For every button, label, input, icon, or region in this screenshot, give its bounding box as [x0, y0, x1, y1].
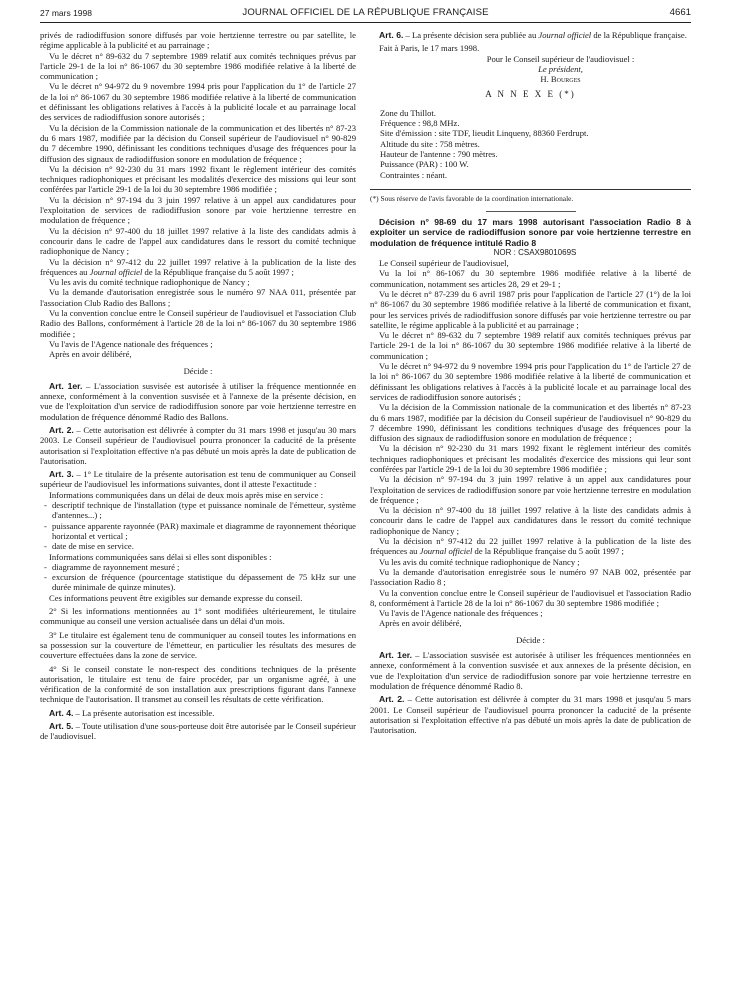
paragraph: Vu le décret n° 94-972 du 9 novembre 1994 pris pour l'application du 1° de l'article 27 de la loi n° 86-1067 du 30 septembre 1986 modifiée relative à la liberté de communication et définissant les obligations relatives à l'accès à la publicité locale et au parrainage local des services de radiodiffusion sonore autorisés ;	[370, 361, 691, 402]
journal-officiel-italic: Journal officiel	[89, 266, 143, 277]
paragraph: Vu la convention conclue entre le Conseil supérieur de l'audiovisuel et l'association Radio 8, conformément à l'article 28 de la loi n° 86-1067 du 30 septembre 1986 modifiée ;	[370, 587, 691, 608]
article-label: Art. 4.	[49, 707, 74, 718]
article-text: – Cette autorisation est délivrée à compter du 31 mars 1998 et jusqu'au 30 mars 2003. Le Conseil supérieur de l'audiovisuel pourra prononcer la caducité de la présente autorisation si l'exploitation effective n'a pas débuté un mois après la date de publication de l'autorisation.	[40, 424, 356, 466]
paragraph: Vu le décret n° 89-632 du 7 septembre 1989 relatif aux comités techniques prévus par l'article 29-1 de la loi n° 86-1067 du 30 septembre 1986 modifiée relative à la liberté de communication ;	[40, 50, 356, 82]
header-page-number: 4661	[669, 7, 691, 18]
paragraph: Vu l'avis de l'Agence nationale des fréquences ;	[379, 608, 543, 619]
decide-heading: Décide :	[516, 634, 545, 645]
fait-a-paris: Fait à Paris, le 17 mars 1998.	[379, 43, 480, 54]
paragraph: Vu le décret n° 94-972 du 9 novembre 1994 pris pour l'application du 1° de l'article 27 de la loi n° 86-1067 du 30 septembre 1986 modifiée relative à la liberté de communication et définissant les obligations relatives à l'accès à la publicité locale et au parrainage local des services de radiodiffusion sonore autorisés ;	[40, 81, 356, 123]
text-span: Vu la décision n° 97-412 du 22 juillet 1997 relative à la publication de la liste des fréquences au	[40, 256, 356, 277]
page-header	[40, 0, 691, 24]
header-rule	[40, 22, 691, 23]
paragraph: Vu la demande d'autorisation enregistrée sous le numéro 97 NAB 002, présentée par l'association Radio 8 ;	[370, 566, 691, 588]
paragraph: Vu la demande d'autorisation enregistrée sous le numéro 97 NAA 011, présentée par l'association Club Radio des Ballons ;	[40, 287, 356, 308]
article-text: – La présente décision sera publiée au	[403, 30, 539, 40]
paragraph	[370, 536, 691, 557]
paragraph: Vu la décision de la Commission nationale de la communication et des libertés n° 87-23 du 6 mars 1987, modifiée par la décision du Conseil supérieur de l'audiovisuel n° 90-829 du 7 décembre 1990, définissant les conditions techniques d'usage des fréquences pour la diffusion des signaux de radiodiffusion sonore en modulation de fréquence ;	[40, 122, 356, 164]
paragraph: 2° Si les informations mentionnées au 1° sont modifiées ultérieurement, le titulaire communique au conseil une version actualisée dans un délai d'un mois.	[40, 606, 356, 627]
paragraph: Vu la décision n° 92-230 du 31 mars 1992 fixant le règlement intérieur des comités techniques radiophoniques et précisant les modalités d'exercice des missions qui leur sont conférées par l'article 29-1 de la loi du 30 septembre 1986 modifiée ;	[40, 163, 356, 195]
left-column	[40, 30, 356, 742]
paragraph: Le Conseil supérieur de l'audiovisuel,	[379, 258, 509, 269]
list-item: - puissance apparente rayonnée (PAR) maximale et diagramme de rayonnement théorique horizontal et vertical ;	[40, 521, 356, 542]
article-2	[40, 425, 356, 466]
list-item: - diagramme de rayonnement mesuré ;	[40, 562, 356, 572]
paragraph: Vu la décision n° 97-400 du 18 juillet 1997 relative à la liste des candidats admis à concourir dans le cadre de l'appel aux candidatures dans le ressort du comité technique radiophonique de Nancy ;	[370, 505, 691, 536]
paragraph: Informations communiquées dans un délai de deux mois après mise en service :	[49, 489, 323, 500]
article-1	[370, 650, 691, 691]
header-journal-title: JOURNAL OFFICIEL DE LA RÉPUBLIQUE FRANÇAISE	[242, 7, 489, 18]
section-divider	[486, 211, 576, 212]
annexe-item: Altitude du site : 758 mètres.	[380, 138, 480, 149]
annexe-item: Puissance (PAR) : 100 W.	[380, 159, 469, 170]
footnote-rule	[370, 189, 691, 190]
annexe-item: Site d'émission : site TDF, lieudit Linqueny, 88360 Ferdrupt.	[380, 128, 589, 139]
article-text: – L'association susvisée est autorisée à utiliser la fréquence mentionnée en annexe, conformément à la convention susvisée et à l'annexe de la présente décision, en vue de l'exploitation d'un service de radiodiffusion sonore par voie hertzienne terrestre en modulation de fréquence dénommé Radio des Ballons.	[40, 380, 356, 422]
footnote: (*) Sous réserve de l'avis favorable de la coordination internationale.	[370, 193, 574, 203]
annexe-item: Zone du Thillot.	[380, 107, 436, 118]
paragraph: Vu la loi n° 86-1067 du 30 septembre 1986 modifiée relative à la liberté de communication, notamment ses articles 28, 29 et 29-1 ;	[370, 268, 691, 289]
paragraph: Vu les avis du comité technique radiophonique de Nancy ;	[379, 556, 580, 567]
article-label: Art. 6.	[379, 30, 404, 40]
article-4	[40, 708, 356, 718]
article-label: Art. 1er.	[49, 380, 83, 391]
article-text: – Cette autorisation est délivrée à compter du 31 mars 1998 et jusqu'au 5 mars 2001. Le Conseil supérieur de l'audiovisuel pourra prononcer la caducité de la présente autorisation si l'exploitation effective n'a pas débuté un mois après la date de publication de l'autorisation.	[370, 694, 691, 736]
article-label: Art. 3.	[49, 469, 74, 480]
decide-heading: Décide :	[183, 365, 213, 376]
paragraph: privés de radiodiffusion sonore diffusés par voie hertzienne terrestre ou par satellite, le régime applicable à la publicité et au parrainage ;	[40, 30, 356, 51]
paragraph: Vu le décret n° 87-239 du 6 avril 1987 pris pour l'application de l'article 27 (1°) de la loi n° 86-1067 du 30 septembre 1986 modifiée relative à la liberté de communication et fixant, pour les services privés de radiodiffusion sonore diffusés par voie hertzienne terrestre ou par satellite, le régime applicable à la publicité et au parrainage ;	[370, 288, 691, 330]
article-label: Art. 5.	[49, 721, 74, 731]
article-text: – L'association susvisée est autorisée à utiliser les fréquences mentionnées en annexe, conformément à la convention susvisée et aux annexes de la présente décision, en vue de l'exploitation d'un service de radiodiffusion sonore par voie hertzienne terrestre en modulation de fréquence dénommé Radio 8.	[370, 650, 691, 691]
paragraph: Vu la décision n° 92-230 du 31 mars 1992 fixant le règlement intérieur des comités techniques radiophoniques et précisant les modalités d'exercice des missions qui leur sont conférées par l'article 29-1 de la loi du 30 septembre 1986 modifiée ;	[370, 443, 691, 474]
annexe-item: Contraintes : néant.	[380, 169, 448, 180]
paragraph: Ces informations peuvent être exigibles sur demande expresse du conseil.	[49, 592, 303, 603]
text-span: de la République française du 5 août 1997 ;	[472, 546, 624, 557]
annexe-list	[370, 108, 691, 180]
list-item: - descriptif technique de l'installation (type et puissance nominale de l'émetteur, système d'antennes...) ;	[40, 500, 356, 521]
paragraph: Vu la décision de la Commission nationale de la communication et des libertés n° 87-23 du 6 mars 1987, modifiée par la décision du Conseil supérieur de l'audiovisuel n° 90-829 du 7 décembre 1990, définissant les conditions techniques d'usage des fréquences pour la diffusion des signaux de radiodiffusion sonore en modulation de fréquence ;	[370, 402, 691, 444]
article-text: – La présente autorisation est incessible.	[73, 707, 215, 718]
article-label: Art. 1er.	[379, 650, 412, 661]
paragraph: Vu les avis du comité technique radiophonique de Nancy ;	[49, 277, 250, 288]
paragraph: Informations communiquées sans délai si elles sont disponibles :	[49, 551, 272, 562]
signature-name: H. Bourges	[540, 74, 581, 85]
info-list	[40, 500, 356, 551]
article-label: Art. 2.	[379, 694, 405, 705]
journal-officiel-italic: Journal officiel	[419, 546, 473, 557]
signature-role: Le président,	[538, 63, 583, 74]
journal-officiel-italic: Journal officiel	[538, 30, 592, 40]
annexe-item: Fréquence : 98,8 MHz.	[380, 118, 460, 129]
paragraph: Vu la décision n° 97-400 du 18 juillet 1997 relative à la liste des candidats admis à concourir dans le cadre de l'appel aux candidatures dans le ressort du comité technique radiophonique de Nancy ;	[40, 225, 356, 257]
article-text: – 1° Le titulaire de la présente autorisation est tenu de communiquer au Conseil supérieur de l'audiovisuel les informations suivantes, dont il atteste l'exactitude :	[40, 469, 356, 490]
article-text: de la République française.	[591, 30, 687, 40]
article-text: – Toute utilisation d'une sous-porteuse doit être autorisée par le Conseil supérieur de l'audiovisuel.	[40, 721, 356, 742]
paragraph: Après en avoir délibéré,	[49, 349, 132, 360]
article-5	[40, 721, 356, 742]
signature-block	[430, 54, 691, 85]
paragraph	[40, 257, 356, 278]
paragraph: 4° Si le conseil constate le non-respect des conditions techniques de la présente autorisation, le titulaire est tenu de faire procéder, par un organisme agréé, à une vérification de la conformité de son installation aux prescriptions figurant dans l'annexe technique de l'autorisation. Il transmet au conseil les résultats de cette vérification.	[40, 663, 356, 705]
nor-reference: NOR : CSAX9801069S	[493, 247, 577, 257]
paragraph: Vu la convention conclue entre le Conseil supérieur de l'audiovisuel et l'association Club Radio des Ballons, conformément à l'article 28 de la loi n° 86-1067 du 30 septembre 1986 modifiée ;	[40, 308, 356, 339]
article-1	[40, 381, 356, 422]
signature-line: Pour le Conseil supérieur de l'audiovisuel :	[486, 53, 635, 64]
list-item: - excursion de fréquence (pourcentage statistique du dépassement de 75 kHz sur une durée minimale de quinze minutes).	[40, 572, 356, 593]
annexe-title: A N N E X E (*)	[485, 89, 576, 100]
text-span: de la République française du 5 août 1997 ;	[142, 266, 294, 277]
right-column	[370, 30, 691, 735]
paragraph: Vu la décision n° 97-194 du 3 juin 1997 relative à un appel aux candidatures pour l'exploitation de services de radiodiffusion sonore par voie hertzienne terrestre en modulation de fréquence ;	[40, 194, 356, 226]
text-span: Vu la décision n° 97-412 du 22 juillet 1997 relative à la publication de la liste des fréquences au	[370, 536, 691, 557]
info-list	[40, 562, 356, 593]
article-2	[370, 694, 691, 735]
paragraph: Après en avoir délibéré,	[379, 618, 462, 629]
signature-title	[430, 64, 691, 74]
paragraph: Vu la décision n° 97-194 du 3 juin 1997 relative à un appel aux candidatures pour l'exploitation de services de radiodiffusion sonore par voie hertzienne terrestre en modulation de fréquence ;	[370, 474, 691, 505]
annexe-item: Hauteur de l'antenne : 790 mètres.	[380, 148, 498, 159]
paragraph: 3° Le titulaire est également tenu de communiquer au conseil toutes les informations en sa possession sur la couverture de l'émetteur, en particulier les résultats des mesures de couverture effectuées dans la zone de service.	[40, 629, 356, 661]
list-item: - date de mise en service.	[40, 541, 356, 551]
article-3	[40, 469, 356, 490]
paragraph: Vu le décret n° 89-632 du 7 septembre 1989 relatif aux comités techniques prévus par l'article 29-1 de la loi n° 86-1067 du 30 septembre 1986 modifiée relative à la liberté de communication ;	[370, 330, 691, 361]
paragraph: Vu l'avis de l'Agence nationale des fréquences ;	[49, 338, 213, 349]
header-date: 27 mars 1998	[40, 8, 92, 18]
article-6	[370, 30, 691, 40]
decision-title: Décision n° 98-69 du 17 mars 1998 autorisant l'association Radio 8 à exploiter un service de radiodiffusion sonore par voie hertzienne terrestre en modulation de fréquence intitulé Radio 8	[370, 217, 691, 248]
article-label: Art. 2.	[49, 424, 74, 435]
